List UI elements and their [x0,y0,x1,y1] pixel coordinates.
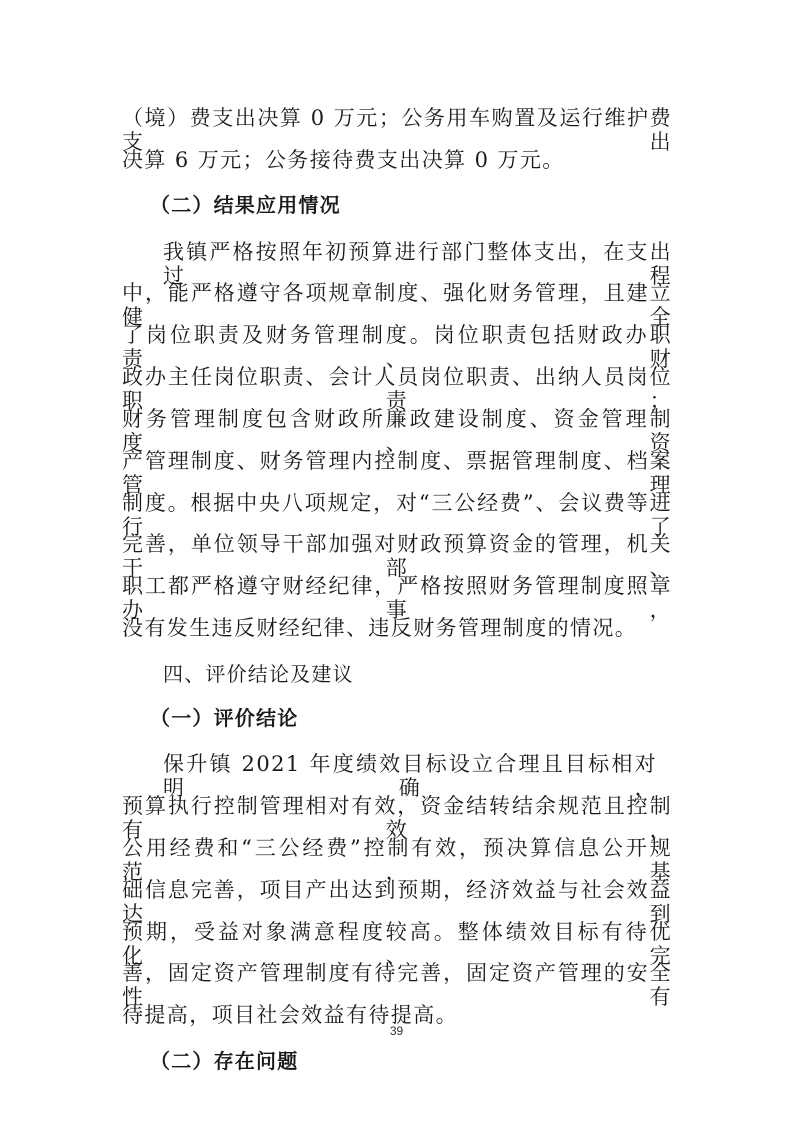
paragraph-line: 预算执行控制管理相对有效，资金结转结余规范且控制有效， [122,794,672,842]
paragraph-line: 产管理制度、财务管理内控制度、票据管理制度、档案管理 [122,449,672,497]
paragraph-line: 保升镇 2021 年度绩效目标设立合理且目标相对明确， [163,752,657,800]
paragraph-line: （境）费支出决算 0 万元；公务用车购置及运行维护费支出 [122,106,672,154]
paragraph-line: 没有发生违反财经纪律、违反财务管理制度的情况。 [122,616,638,640]
paragraph-line: 我镇严格按照年初预算进行部门整体支出，在支出过程 [163,240,672,288]
paragraph-line: 财务管理制度包含财政所廉政建设制度、资金管理制度、资 [122,407,672,455]
paragraph-line: 制度。根据中央八项规定，对“三公经费”、会议费等进行了 [122,491,672,539]
paragraph-line: 中，能严格遵守各项规章制度、强化财务管理，且建立健全 [122,281,672,329]
subsection-heading-conclusion: （一）评价结论 [150,706,299,730]
subsection-heading-results: （二）结果应用情况 [150,193,341,217]
paragraph-line: 善，固定资产管理制度有待完善，固定资产管理的安全性有 [122,961,672,1009]
subsection-heading-problems: （二）存在问题 [150,1049,299,1073]
paragraph-line: 预期，受益对象满意程度较高。整体绩效目标有待优化、完 [122,920,672,968]
paragraph-line: 础信息完善，项目产出达到预期，经济效益与社会效益达到 [122,878,672,926]
paragraph-line: 完善，单位领导干部加强对财政预算资金的管理，机关干部、 [122,532,672,580]
paragraph-line: 政办主任岗位职责、会计人员岗位职责、出纳人员岗位职责； [122,365,672,413]
paragraph-line: 决算 6 万元；公务接待费支出决算 0 万元。 [122,148,565,172]
paragraph-line: 了岗位职责及财务管理制度。岗位职责包括财政办职责、财 [122,323,672,371]
page-number: 39 [389,1024,404,1038]
paragraph-line: 公用经费和“三公经费”控制有效，预决算信息公开规范，基 [122,836,672,884]
section-heading-conclusions: 四、评价结论及建议 [163,662,354,686]
paragraph-line: 待提高，项目社会效益有待提高。 [122,1003,458,1027]
paragraph-line: 职工都严格遵守财经纪律，严格按照财务管理制度照章办事， [122,574,672,622]
